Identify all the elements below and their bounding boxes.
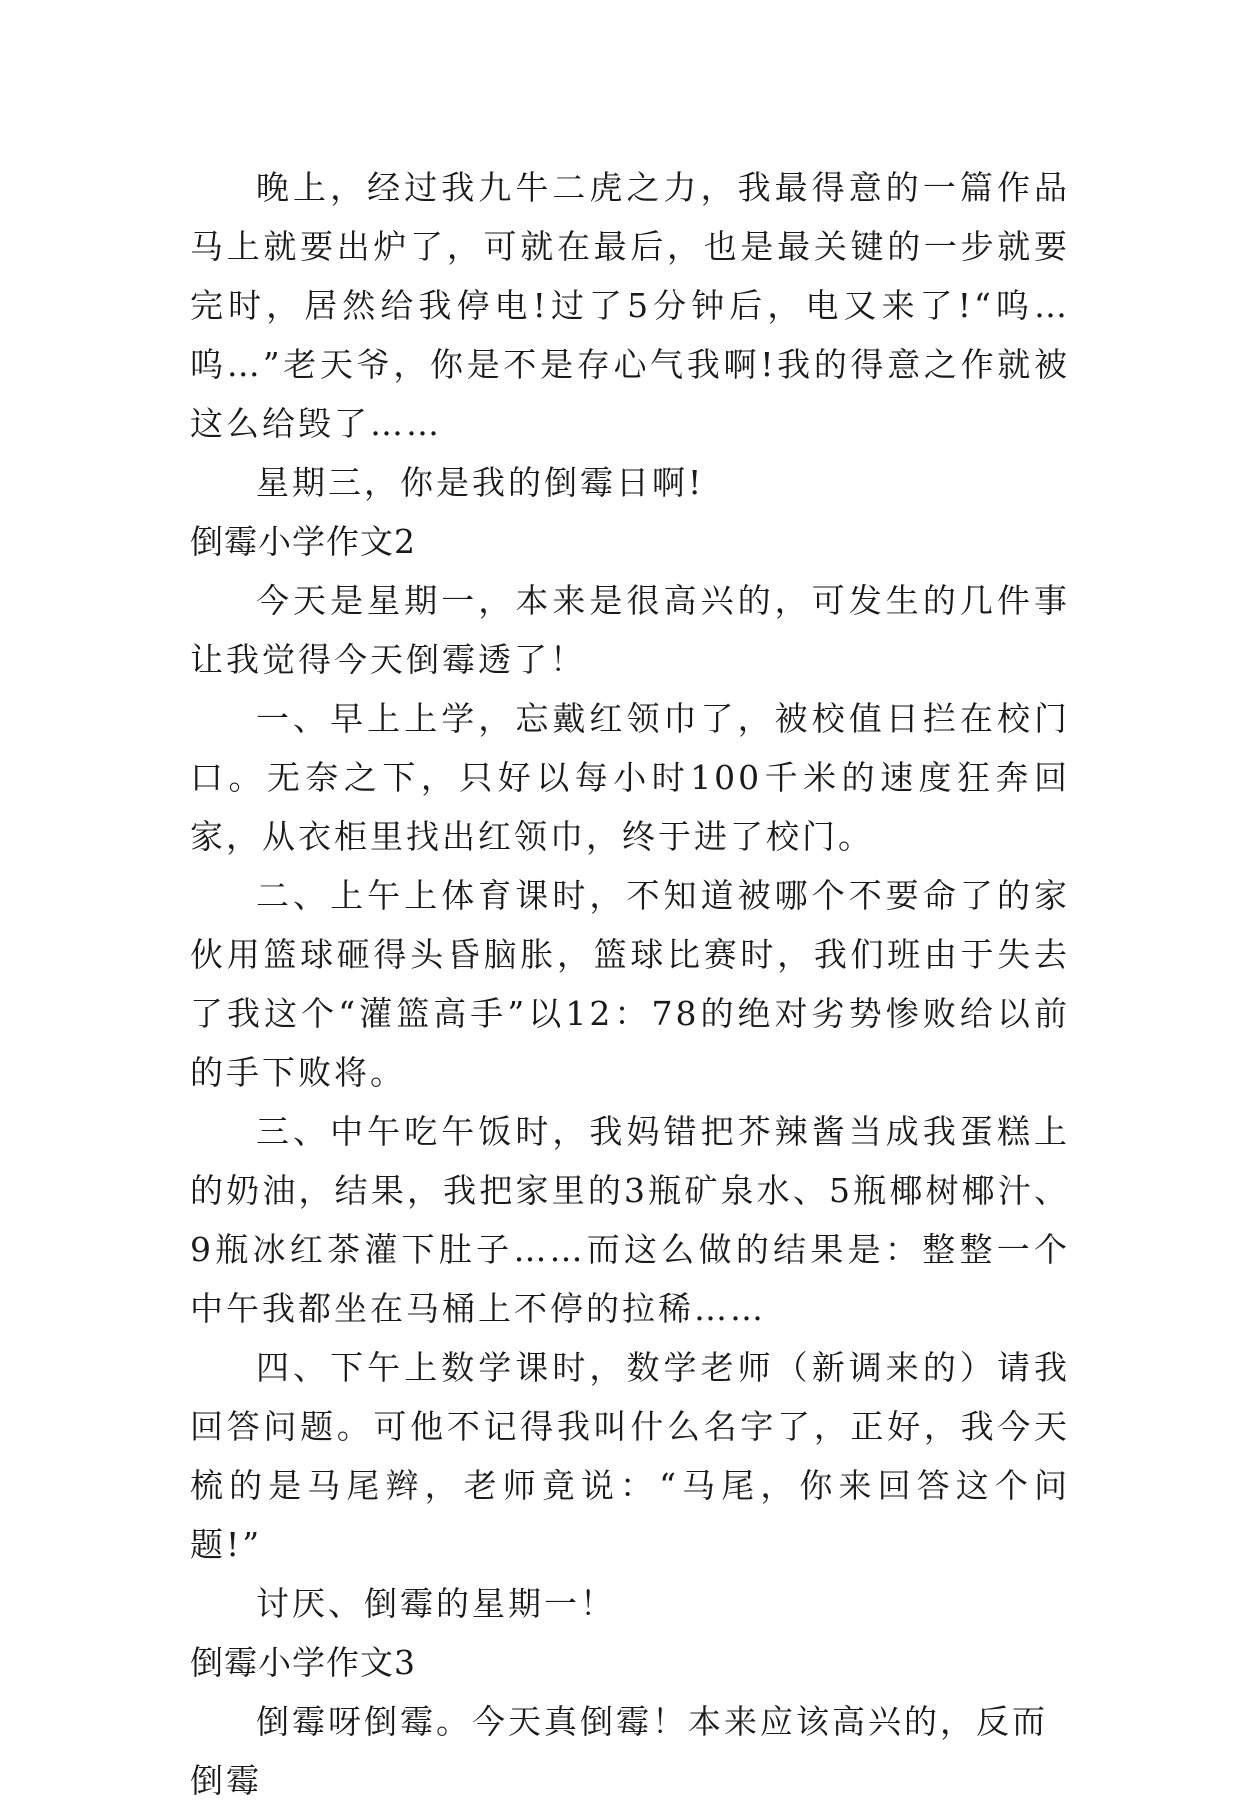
paragraph-lunch: 三、中午吃午饭时，我妈错把芥辣酱当成我蛋糕上的奶油，结果，我把家里的3瓶矿泉水、5瓶椰树椰汁、9瓶冰红茶灌下肚子……而这么做的结果是：整整一个中午我都坐在马桶上不停的拉稀…… [190, 1112, 1070, 1328]
document-body [190, 158, 1070, 1810]
paragraph-monday-closing: 讨厌、倒霉的星期一！ [256, 1584, 616, 1623]
paragraph-wednesday-closing: 星期三，你是我的倒霉日啊! [256, 463, 705, 502]
essay-heading-3: 倒霉小学作文3 [190, 1643, 416, 1682]
paragraph-essay3-opening: 倒霉呀倒霉。今天真倒霉！本来应该高兴的，反而倒霉 [190, 1702, 1048, 1800]
paragraph-math-class: 四、下午上数学课时，数学老师（新调来的）请我回答问题。可他不记得我叫什么名字了，正好，我今天梳的是马尾辫，老师竟说：“马尾，你来回答这个问题!” [190, 1348, 1070, 1564]
paragraph-night-blackout: 晚上，经过我九牛二虎之力，我最得意的一篇作品马上就要出炉了，可就在最后，也是最关键的一步就要完时，居然给我停电!过了5分钟后，电又来了!“呜…呜…”老天爷，你是不是存心气我啊!我的得意之作就被这么给毁了…… [190, 168, 1070, 443]
paragraph-pe-class: 二、上午上体育课时，不知道被哪个不要命了的家伙用篮球砸得头昏脑胀，篮球比赛时，我们班由于失去了我这个“灌篮高手”以12：78的绝对劣势惨败给以前的手下败将。 [190, 876, 1070, 1092]
essay-heading-2: 倒霉小学作文2 [190, 522, 416, 561]
paragraph-monday-intro: 今天是星期一，本来是很高兴的，可发生的几件事让我觉得今天倒霉透了！ [190, 581, 1070, 679]
paragraph-morning-scarf: 一、早上上学，忘戴红领巾了，被校值日拦在校门口。无奈之下，只好以每小时100千米的速度狂奔回家，从衣柜里找出红领巾，终于进了校门。 [190, 699, 1070, 856]
